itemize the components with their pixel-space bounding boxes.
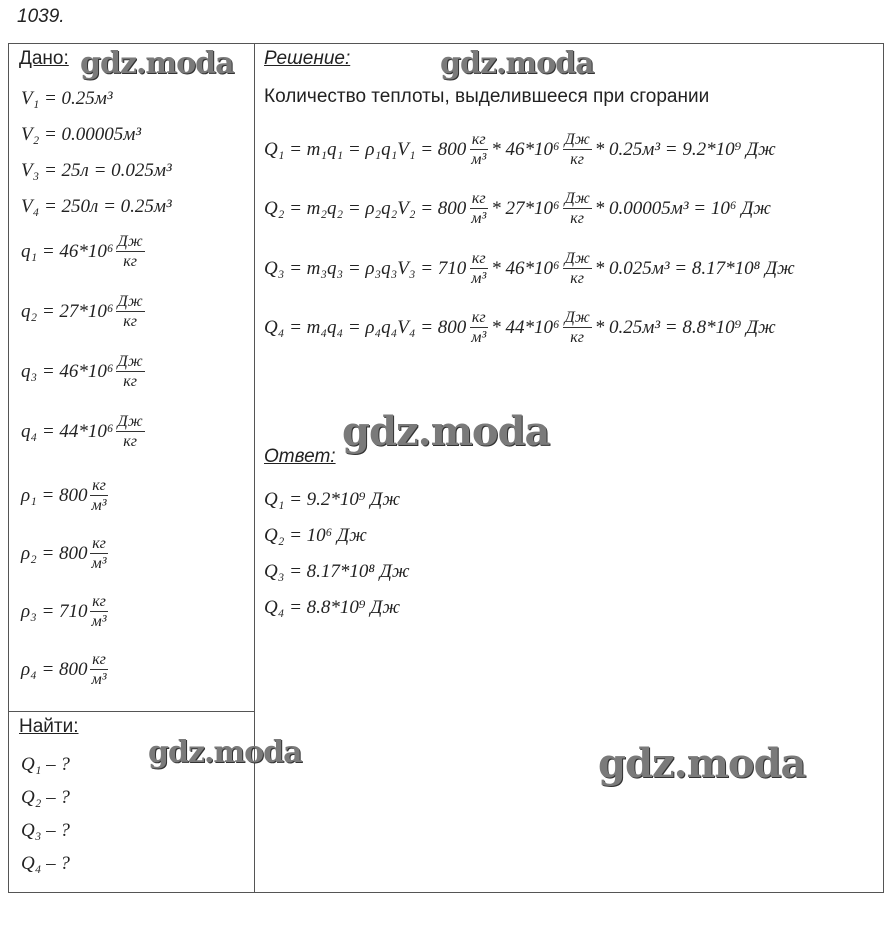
fraction: $\frac{Дж}{кг}$ [564,309,590,346]
given-line: ρ₁ = 800 $\frac{кг}{\text{м³}}$ [21,477,107,514]
equation-q1: Q₁ = m₁q₁ = ρ₁q₁V₁ = 800 $\frac{кг}{\text{м³}}$ * 46*10⁶ $\frac{Дж}{кг}$ * 0.25м³ = 9.2*10⁹ Дж [264,131,776,168]
given-line: q₃ = 46*10⁶ $\frac{Дж}{кг}$ [21,353,143,390]
fraction: $\frac{Дж}{кг}$ [564,250,590,287]
fraction: $\frac{кг}{\text{м³}}$ [91,535,107,572]
fraction: $\frac{кг}{\text{м³}}$ [91,477,107,514]
given-line: V₂ = 0.00005м³ [21,124,142,145]
solution-intro: Количество теплоты, выделившееся при сгорании [264,86,710,107]
fraction: $\frac{кг}{\text{м³}}$ [471,190,487,227]
watermark: gdz.moda [148,735,302,770]
fraction: $\frac{кг}{\text{м³}}$ [471,309,487,346]
answer-line: Q₁ = 9.2*10⁹ Дж [264,489,401,510]
fraction: $\frac{кг}{\text{м³}}$ [91,593,107,630]
answer-line: Q₂ = 10⁶ Дж [264,525,367,546]
find-line: Q₂ – ? [21,787,70,808]
watermark: gdz.moda [440,46,594,81]
given-line: ρ₄ = 800 $\frac{кг}{\text{м³}}$ [21,651,107,688]
given-column [9,44,255,712]
fraction: $\frac{Дж}{кг}$ [117,413,143,450]
problem-number: 1039. [17,6,65,27]
given-line: V₃ = 25л = 0.025м³ [21,160,172,181]
equation-q4: Q₄ = m₄q₄ = ρ₄q₄V₄ = 800 $\frac{кг}{\text{м³}}$ * 44*10⁶ $\frac{Дж}{кг}$ * 0.25м³ = 8.8*10⁹ Дж [264,309,776,346]
fraction: $\frac{Дж}{кг}$ [117,293,143,330]
find-line: Q₃ – ? [21,820,70,841]
find-line: Q₁ – ? [21,754,70,775]
watermark: gdz.moda [342,408,550,455]
given-line: V₁ = 0.25м³ [21,88,113,109]
answer-line: Q₃ = 8.17*10⁸ Дж [264,561,410,582]
watermark: gdz.moda [598,740,806,787]
given-line: V₄ = 250л = 0.25м³ [21,196,172,217]
given-line: q₁ = 46*10⁶ $\frac{Дж}{кг}$ [21,233,143,270]
watermark: gdz.moda [80,46,234,81]
given-line: q₂ = 27*10⁶ $\frac{Дж}{кг}$ [21,293,143,330]
fraction: $\frac{Дж}{кг}$ [117,353,143,390]
fraction: $\frac{Дж}{кг}$ [117,233,143,270]
given-line: ρ₂ = 800 $\frac{кг}{\text{м³}}$ [21,535,107,572]
find-heading: Найти: [19,716,79,737]
answer-line: Q₄ = 8.8*10⁹ Дж [264,597,401,618]
given-heading: Дано: [19,48,69,69]
fraction: $\frac{кг}{\text{м³}}$ [91,651,107,688]
find-line: Q₄ – ? [21,853,70,874]
solution-heading: Решение: [264,48,351,69]
equation-q2: Q₂ = m₂q₂ = ρ₂q₂V₂ = 800 $\frac{кг}{\text{м³}}$ * 27*10⁶ $\frac{Дж}{кг}$ * 0.00005м³ = 10⁶ Дж [264,190,771,227]
answer-heading: Ответ: [264,446,336,467]
given-line: ρ₃ = 710 $\frac{кг}{\text{м³}}$ [21,593,107,630]
equation-q3: Q₃ = m₃q₃ = ρ₃q₃V₃ = 710 $\frac{кг}{\text{м³}}$ * 46*10⁶ $\frac{Дж}{кг}$ * 0.025м³ = 8.17*10⁸ Дж [264,250,795,287]
fraction: $\frac{Дж}{кг}$ [564,190,590,227]
fraction: $\frac{кг}{\text{м³}}$ [471,250,487,287]
fraction: $\frac{Дж}{кг}$ [564,131,590,168]
fraction: $\frac{кг}{\text{м³}}$ [471,131,487,168]
given-line: q₄ = 44*10⁶ $\frac{Дж}{кг}$ [21,413,143,450]
